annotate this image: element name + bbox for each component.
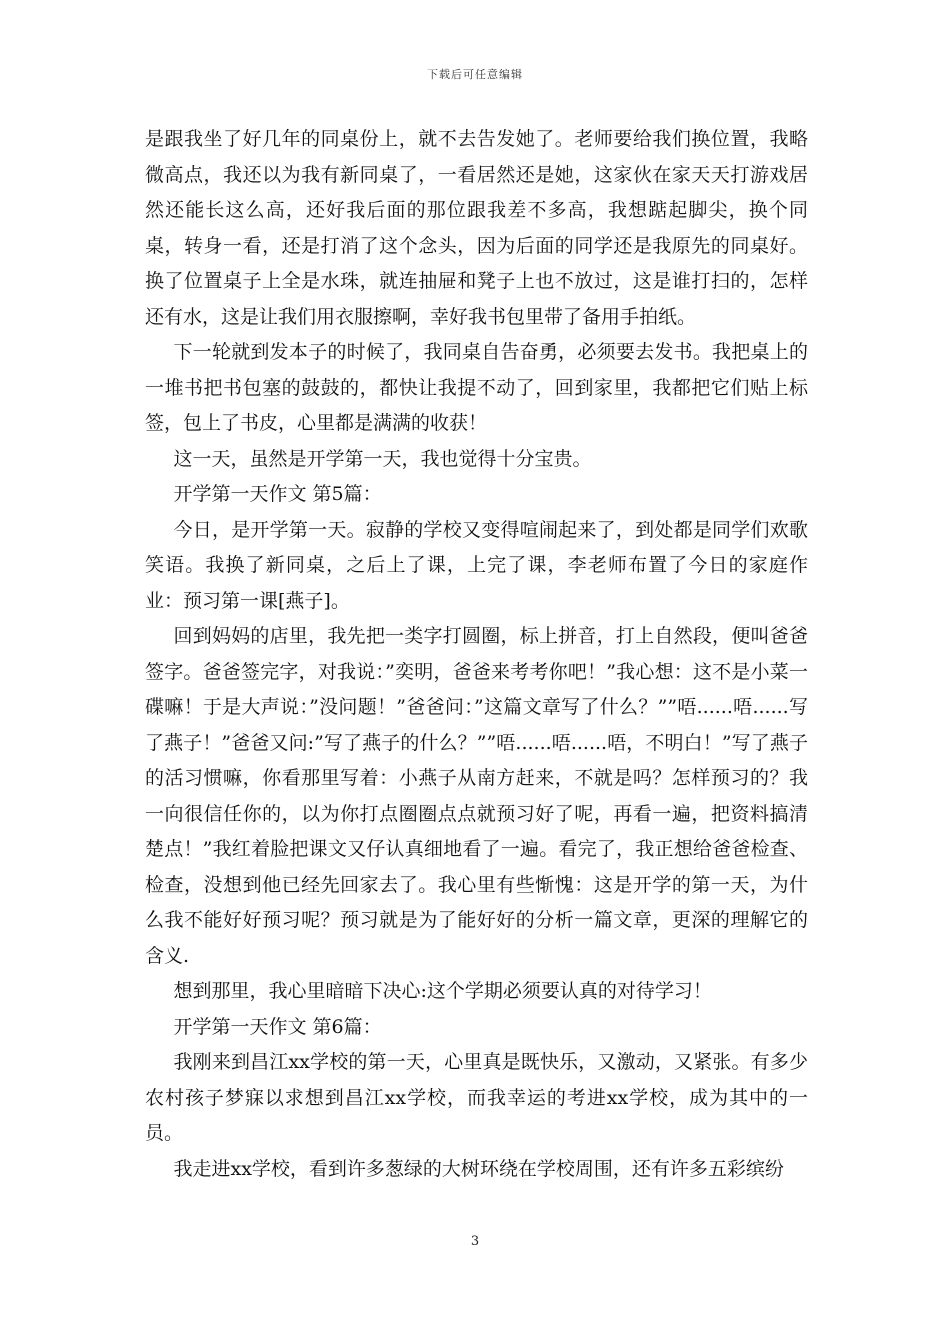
section-heading: 开学第一天作文 第5篇： bbox=[173, 483, 382, 505]
paragraph: 我走进xx学校，看到许多葱绿的大树环绕在学校周围，还有许多五彩缤纷 bbox=[173, 1157, 784, 1180]
page-header: 下载后可任意编辑 bbox=[427, 68, 523, 81]
document-body bbox=[145, 122, 808, 1187]
page-number: 3 bbox=[470, 1234, 480, 1249]
section-heading: 开学第一天作文 第6篇： bbox=[173, 1015, 382, 1038]
paragraph: 我刚来到昌江xx学校的第一天，心里真是既快乐，又激动，又紧张。有多少农村孩子梦寐以求想到昌江xx学校，而我幸运的考进xx学校，成为其中的一员。 bbox=[145, 1051, 808, 1144]
paragraph: 是跟我坐了好几年的同桌份上，就不去告发她了。老师要给我们换位置，我略微高点，我还以为我有新同桌了，一看居然还是她，这家伙在家天天打游戏居然还能长这么高，还好我后面的那位跟我差不多高，我想踮起脚尖，换个同桌，转身一看，还是打消了这个念头，因为后面的同学还是我原先的同桌好。换了位置桌子上全是水珠，就连抽屉和凳子上也不放过，这是谁打扫的，怎样还有水，这是让我们用衣服擦啊，幸好我书包里带了备用手拍纸。 bbox=[145, 128, 808, 328]
paragraph: 下一轮就到发本子的时候了，我同桌自告奋勇，必须要去发书。我把桌上的一堆书把书包塞的鼓鼓的，都快让我提不动了，回到家里，我都把它们贴上标签，包上了书皮，心里都是满满的收获！ bbox=[145, 341, 808, 434]
paragraph: 回到妈妈的店里，我先把一类字打圆圈，标上拼音，打上自然段，便叫爸爸签字。爸爸签完字，对我说：”奕明，爸爸来考考你吧！”我心想：这不是小菜一碟嘛！于是大声说：”没问题！”爸爸问：”这篇文章写了什么？””唔......唔......写了燕子！”爸爸又问:”写了燕子的什么？””唔......唔......唔，不明白！”写了燕子的活习惯嘛，你看那里写着：小燕子从南方赶来，不就是吗？怎样预习的？我一向很信任你的，以为你打点圈圈点点就预习好了呢，再看一遍，把资料搞清楚点！”我红着脸把课文又仔认真细地看了一遍。看完了，我正想给爸爸检查、检查，没想到他已经先回家去了。我心里有些惭愧：这是开学的第一天，为什么我不能好好预习呢？预习就是为了能好好的分析一篇文章，更深的理解它的含义. bbox=[145, 625, 808, 967]
paragraph: 这一天，虽然是开学第一天，我也觉得十分宝贵。 bbox=[173, 447, 592, 470]
paragraph: 想到那里，我心里暗暗下决心:这个学期必须要认真的对待学习！ bbox=[173, 980, 712, 1002]
paragraph: 今日，是开学第一天。寂静的学校又变得喧闹起来了，到处都是同学们欢歌笑语。我换了新同桌，之后上了课，上完了课，李老师布置了今日的家庭作业：预习第一课[燕子]。 bbox=[145, 518, 808, 612]
